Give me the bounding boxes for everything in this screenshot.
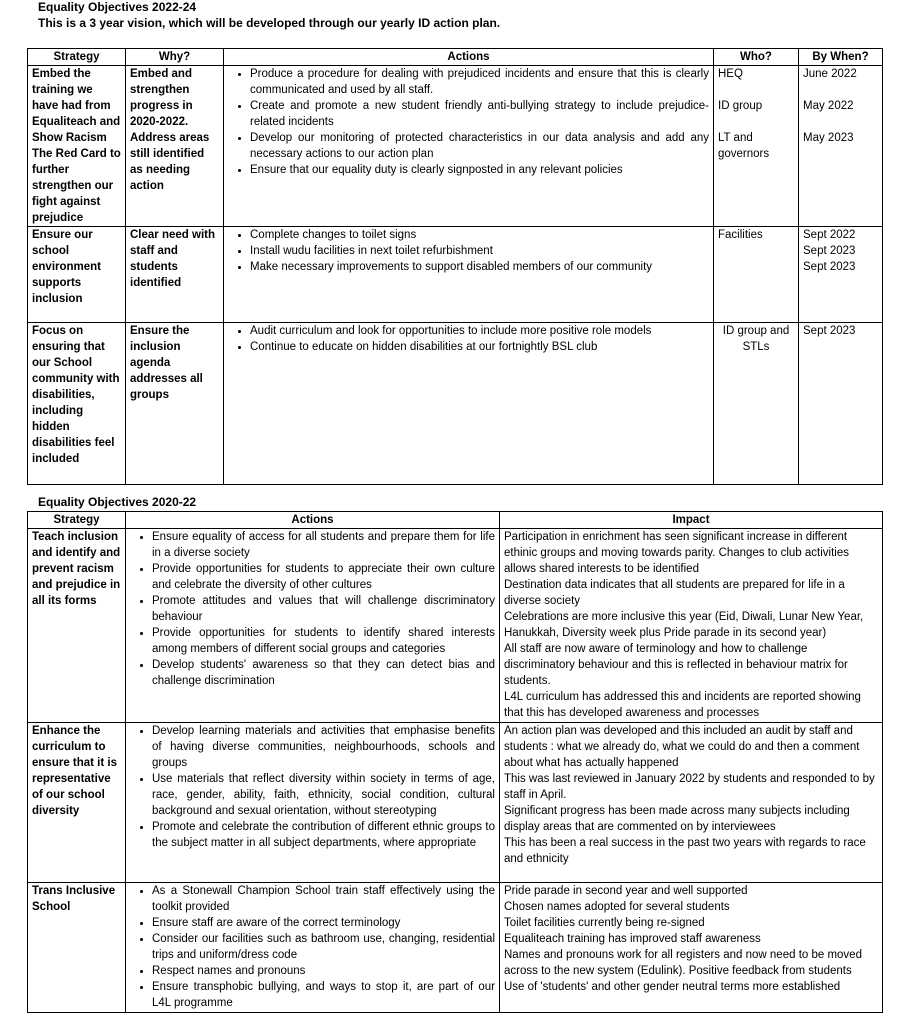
when-entry: Sept 2022	[803, 229, 856, 241]
actions-list	[228, 66, 709, 178]
strategy-cell: Ensure our school environment supports inclusion	[28, 227, 126, 323]
strategy-cell: Enhance the curriculum to ensure that it is representative of our school diversity	[28, 723, 126, 883]
action-item: • Develop students' awareness so that they can detect bias and challenge discrimination	[152, 657, 495, 689]
header-strategy: Strategy	[28, 49, 126, 66]
action-item: • Continue to educate on hidden disabilities at our fortnightly BSL club	[250, 339, 709, 355]
strategy-cell: Teach inclusion and identify and prevent racism and prejudice in all its forms	[28, 529, 126, 723]
header-actions: Actions	[126, 512, 500, 529]
who-entry	[718, 114, 794, 130]
who-cell	[714, 227, 799, 323]
impact-line: Equaliteach training has improved staff awareness	[504, 933, 761, 945]
impact-cell	[500, 883, 883, 1013]
action-item: • Promote attitudes and values that will challenge discriminatory behaviour	[152, 593, 495, 625]
table-header-row	[28, 512, 883, 529]
actions-list	[130, 723, 495, 851]
section1-subtitle: This is a 3 year vision, which will be developed through our yearly ID action plan.	[38, 16, 501, 30]
impact-line: Use of 'students' and other gender neutral terms more established	[504, 981, 841, 993]
header-why: Why?	[126, 49, 224, 66]
who-entry	[718, 82, 794, 98]
impact-line: Names and pronouns work for all registers and now need to be moved across to the new system (Edulink). Positive feedback from students	[504, 949, 862, 977]
strategy-cell: Embed the training we have had from Equaliteach and Show Racism The Red Card to further strengthen our fight against prejudice	[28, 66, 126, 227]
table-header-row	[28, 49, 883, 66]
impact-line: All staff are now aware of terminology and how to challenge discriminatory behaviour and this is reflected in behaviour matrix for students.	[504, 643, 848, 687]
header-actions: Actions	[224, 49, 714, 66]
table-row	[28, 66, 883, 227]
impact-line: This was last reviewed in January 2022 by students and responded to by staff in April.	[504, 773, 875, 801]
impact-cell	[500, 723, 883, 883]
actions-list	[130, 883, 495, 1011]
action-item: • Install wudu facilities in next toilet refurbishment	[250, 243, 709, 259]
section1-title: Equality Objectives 2022-24	[38, 0, 197, 14]
when-entry	[803, 114, 878, 130]
table-row	[28, 227, 883, 323]
when-cell	[799, 323, 883, 485]
when-cell	[799, 66, 883, 227]
action-item: • Create and promote a new student friendly anti-bullying strategy to include prejudice-related incidents	[250, 98, 709, 130]
when-entry: June 2022	[803, 68, 857, 80]
action-item: • Ensure staff are aware of the correct terminology	[152, 915, 495, 931]
actions-cell	[126, 723, 500, 883]
header-strategy: Strategy	[28, 512, 126, 529]
when-entry: Sept 2023	[803, 261, 856, 273]
impact-line: An action plan was developed and this included an audit by staff and students : what we already do, what we could do and then a comment about what has actually happened	[504, 725, 860, 769]
action-item: • As a Stonewall Champion School train staff effectively using the toolkit provided	[152, 883, 495, 915]
actions-list	[228, 323, 709, 355]
who-entry: Facilities	[718, 229, 763, 241]
actions-cell	[224, 227, 714, 323]
action-item: • Ensure that our equality duty is clearly signposted in any relevant policies	[250, 162, 709, 178]
strategy-cell: Trans Inclusive School	[28, 883, 126, 1013]
action-item: • Develop our monitoring of protected characteristics in our data analysis and add any necessary actions to our action plan	[250, 130, 709, 162]
impact-cell	[500, 529, 883, 723]
when-entry: May 2022	[803, 100, 854, 112]
action-item: • Produce a procedure for dealing with prejudiced incidents and ensure that this is clearly communicated and used by all staff.	[250, 66, 709, 98]
header-who: Who?	[714, 49, 799, 66]
action-item: • Complete changes to toilet signs	[250, 227, 709, 243]
action-item: • Make necessary improvements to support disabled members of our community	[250, 259, 709, 275]
objectives-2022-24-table	[27, 48, 883, 485]
who-cell	[714, 323, 799, 485]
header-impact: Impact	[500, 512, 883, 529]
actions-cell	[224, 66, 714, 227]
who-entry: ID group	[718, 100, 763, 112]
action-item: • Audit curriculum and look for opportunities to include more positive role models	[250, 323, 709, 339]
actions-cell	[224, 323, 714, 485]
table-row	[28, 723, 883, 883]
impact-line: Significant progress has been made across many subjects including display areas that are commented on by interviewees	[504, 805, 850, 833]
actions-cell	[126, 529, 500, 723]
action-item: • Respect names and pronouns	[152, 963, 495, 979]
who-entry: HEQ	[718, 68, 743, 80]
why-cell: Embed and strengthen progress in 2020-2022. Address areas still identified as needing action	[126, 66, 224, 227]
header-when: By When?	[799, 49, 883, 66]
actions-list	[130, 529, 495, 689]
impact-line: L4L curriculum has addressed this and incidents are reported showing that this has developed awareness and processes	[504, 691, 861, 719]
when-cell	[799, 227, 883, 323]
when-entry: May 2023	[803, 132, 854, 144]
impact-line: Chosen names adopted for several students	[504, 901, 730, 913]
action-item: • Ensure equality of access for all students and prepare them for life in a diverse society	[152, 529, 495, 561]
why-cell: Ensure the inclusion agenda addresses all groups	[126, 323, 224, 485]
impact-line: Toilet facilities currently being re-signed	[504, 917, 705, 929]
action-item: • Ensure transphobic bullying, and ways to stop it, are part of our L4L programme	[152, 979, 495, 1011]
objectives-2020-22-table	[27, 511, 883, 1013]
strategy-cell: Focus on ensuring that our School community with disabilities, including hidden disabilities feel included	[28, 323, 126, 485]
impact-line: Destination data indicates that all students are prepared for life in a diverse society	[504, 579, 845, 607]
action-item: • Promote and celebrate the contribution of different ethnic groups to the subject matter in all subject departments, where appropriate	[152, 819, 495, 851]
impact-line: This has been a real success in the past two years with regards to race and ethnicity	[504, 837, 866, 865]
action-item: • Provide opportunities for students to identify shared interests among members of different social groups and categories	[152, 625, 495, 657]
impact-line: Participation in enrichment has seen significant increase in different ethinic groups and moving towards parity. Changes to club activities allows shared interests to be identified	[504, 531, 849, 575]
actions-list	[228, 227, 709, 275]
why-cell: Clear need with staff and students identified	[126, 227, 224, 323]
impact-line: Pride parade in second year and well supported	[504, 885, 748, 897]
action-item: • Consider our facilities such as bathroom use, changing, residential trips and uniform/dress code	[152, 931, 495, 963]
who-entry: ID group and STLs	[722, 325, 790, 353]
table-row	[28, 883, 883, 1013]
action-item: • Provide opportunities for students to appreciate their own culture and celebrate the diversity of other cultures	[152, 561, 495, 593]
when-entry: Sept 2023	[803, 325, 856, 337]
table-row	[28, 323, 883, 485]
who-cell	[714, 66, 799, 227]
actions-cell	[126, 883, 500, 1013]
section2-title: Equality Objectives 2020-22	[38, 495, 197, 509]
table-row	[28, 529, 883, 723]
when-entry: Sept 2023	[803, 245, 856, 257]
who-entry: LT and governors	[718, 132, 770, 160]
impact-line: Celebrations are more inclusive this year (Eid, Diwali, Lunar New Year, Hanukkah, Diversity week plus Pride parade in its second year)	[504, 611, 864, 639]
when-entry	[803, 82, 878, 98]
action-item: • Develop learning materials and activities that emphasise benefits of having diverse communities, neighbourhoods, schools and groups	[152, 723, 495, 771]
action-item: • Use materials that reflect diversity within society in terms of age, race, gender, ability, faith, ethnicity, social condition, cultural background and sexual orientation, without stereotyping	[152, 771, 495, 819]
